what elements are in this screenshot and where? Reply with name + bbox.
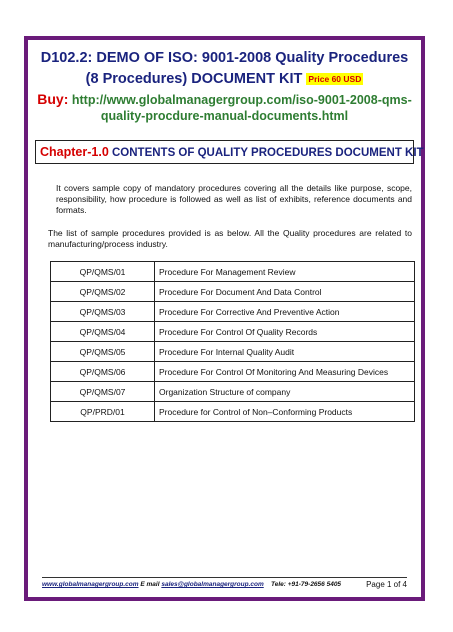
procedure-title: Procedure For Internal Quality Audit: [155, 342, 415, 362]
procedure-code: QP/PRD/01: [51, 402, 155, 422]
page-number: Page 1 of 4: [366, 580, 407, 589]
table-row: [51, 302, 415, 322]
document-title-line2: [28, 68, 421, 90]
chapter-title: CONTENTS OF QUALITY PROCEDURES DOCUMENT KIT: [111, 147, 424, 159]
list-intro-paragraph: The list of sample procedures provided is as below. All the Quality procedures are related to manufacturing/process industry.: [48, 228, 412, 249]
procedure-code: QP/QMS/05: [51, 342, 155, 362]
procedure-code: QP/QMS/03: [51, 302, 155, 322]
procedure-code: QP/QMS/07: [51, 382, 155, 402]
buy-url-line1[interactable]: http://www.globalmanagergroup.com/iso-9001-2008-qms-: [71, 93, 412, 107]
procedure-code: QP/QMS/02: [51, 282, 155, 302]
page-frame: [24, 36, 425, 601]
footer-email-label: E mail: [140, 581, 160, 588]
table-row: [51, 402, 415, 422]
procedure-title: Procedure for Control of Non–Conforming Products: [155, 402, 415, 422]
chapter-number: Chapter-1.0: [40, 145, 109, 159]
footer-email-link[interactable]: sales@globalmanagergroup.com: [161, 581, 264, 588]
table-row: [51, 382, 415, 402]
procedure-code: QP/QMS/01: [51, 262, 155, 282]
document-header: [28, 49, 421, 124]
table-row: [51, 342, 415, 362]
procedure-title: Procedure For Control Of Quality Records: [155, 322, 415, 342]
table-row: [51, 362, 415, 382]
buy-url-line2[interactable]: quality-procdure-manual-documents.html: [100, 109, 349, 123]
table-row: [51, 262, 415, 282]
procedure-title: Procedure For Corrective And Preventive Action: [155, 302, 415, 322]
buy-link[interactable]: [28, 91, 421, 124]
procedure-title: Organization Structure of company: [155, 382, 415, 402]
procedure-title: Procedure For Management Review: [155, 262, 415, 282]
procedure-code: QP/QMS/06: [51, 362, 155, 382]
document-title-line1: D102.2: DEMO OF ISO: 9001-2008 Quality Procedures: [40, 50, 409, 66]
procedure-title: Procedure For Document And Data Control: [155, 282, 415, 302]
procedures-table: [50, 261, 415, 422]
document-title-line2-text: (8 Procedures) DOCUMENT KIT: [85, 71, 303, 87]
page-footer: [42, 577, 407, 589]
procedure-title: Procedure For Control Of Monitoring And Measuring Devices: [155, 362, 415, 382]
table-row: [51, 322, 415, 342]
table-row: [51, 282, 415, 302]
buy-label: Buy:: [37, 91, 69, 107]
footer-telephone: Tele: +91-79-2656 5405: [271, 581, 342, 588]
intro-paragraph: It covers sample copy of mandatory procedures covering all the details like purpose, scope, responsibility, how procedure is followed as well as list of exhibits, reference documents and formats.: [56, 183, 412, 215]
footer-website-link[interactable]: www.globalmanagergroup.com: [42, 581, 139, 588]
procedure-code: QP/QMS/04: [51, 322, 155, 342]
price-badge: Price 60 USD: [308, 74, 362, 84]
chapter-heading: [35, 140, 424, 164]
